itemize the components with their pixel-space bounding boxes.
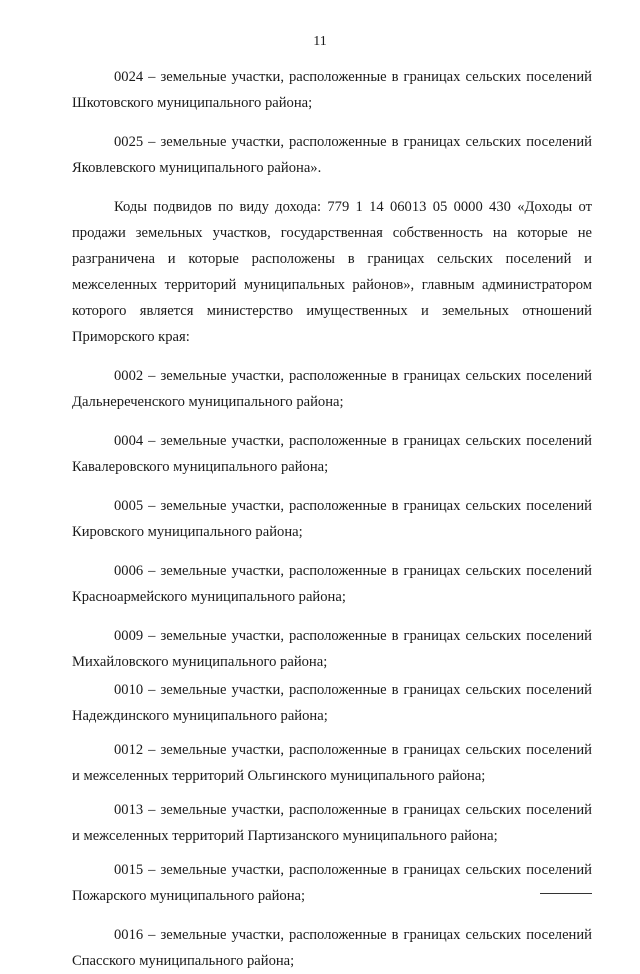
paragraph-code-0015: 0015 – земельные участки, расположенные в границах сельских поселений Пожарского муниципального района; — [72, 862, 592, 904]
document-body — [72, 64, 592, 974]
paragraph-code-0013: 0013 – земельные участки, расположенные в границах сельских поселений и межселенных территорий Партизанского муниципального района; — [72, 802, 592, 844]
paragraph-code-0005: 0005 – земельные участки, расположенные в границах сельских поселений Кировского муниципального района; — [72, 498, 592, 540]
paragraph-code-0002: 0002 – земельные участки, расположенные в границах сельских поселений Дальнереченского муниципального района; — [72, 368, 592, 410]
paragraph-code-0006: 0006 – земельные участки, расположенные в границах сельских поселений Красноармейского муниципального района; — [72, 563, 592, 605]
paragraph-codes-intro: Коды подвидов по виду дохода: 779 1 14 06013 05 0000 430 «Доходы от продажи земельных участков, государственная собственность на которые не разграничена и которые расположены в границах сельских поселений и межселенных территорий муниципальных районов», главным администратором которого является министерство имущественных и земельных отношений Приморского края: — [72, 199, 592, 345]
paragraph-code-0016: 0016 – земельные участки, расположенные в границах сельских поселений Спасского муниципального района; — [72, 927, 592, 969]
page-number: 11 — [313, 34, 327, 49]
paragraph-code-0025: 0025 – земельные участки, расположенные в границах сельских поселений Яковлевского муниципального района». — [72, 134, 592, 176]
paragraph-code-0009: 0009 – земельные участки, расположенные в границах сельских поселений Михайловского муниципального района; — [72, 628, 592, 670]
paragraph-code-0004: 0004 – земельные участки, расположенные в границах сельских поселений Кавалеровского муниципального района; — [72, 433, 592, 475]
footer-rule — [540, 893, 592, 894]
paragraph-code-0010: 0010 – земельные участки, расположенные в границах сельских поселений Надеждинского муниципального района; — [72, 682, 592, 724]
paragraph-code-0024: 0024 – земельные участки, расположенные в границах сельских поселений Шкотовского муниципального района; — [72, 69, 592, 111]
paragraph-code-0012: 0012 – земельные участки, расположенные в границах сельских поселений и межселенных территорий Ольгинского муниципального района; — [72, 742, 592, 784]
